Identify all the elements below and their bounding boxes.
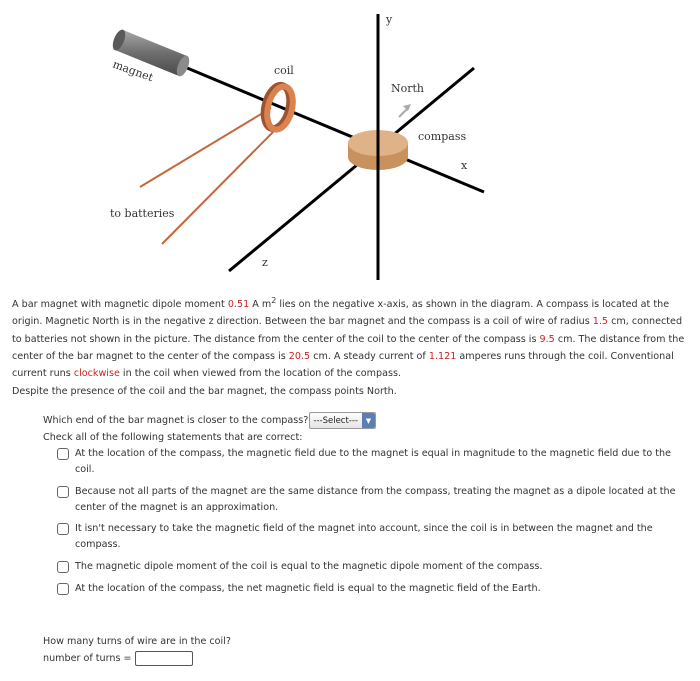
statement-option[interactable] <box>57 484 677 516</box>
statement-checkbox[interactable] <box>57 448 69 460</box>
problem-text: in the coil when viewed from the location of the compass. <box>119 368 402 379</box>
statement-option[interactable] <box>57 581 677 597</box>
checklist-title: Check all of the following statements that are correct: <box>43 432 303 443</box>
problem-text: cm. The distance from the center of the bar magnet to the center of the compass is <box>12 333 685 362</box>
statement-text: The magnetic dipole moment of the coil is equal to the magnetic dipole moment of the compass. <box>75 561 543 572</box>
coil-label: coil <box>274 64 294 77</box>
question-text: Which end of the bar magnet is closer to the compass? <box>43 415 309 426</box>
coil-distance-value: 9.5 <box>539 333 555 345</box>
statement-option[interactable] <box>57 559 677 575</box>
statement-option[interactable] <box>57 446 677 478</box>
coil-lead <box>162 123 282 244</box>
statement-checkbox[interactable] <box>57 583 69 595</box>
magnet-end-select[interactable] <box>309 412 376 429</box>
problem-text: lies on the negative x-axis, as shown in the diagram. A compass is located at the origin. Magnetic North is in the negative z direction. Between the bar magnet and the compass is a coil of wire of radius <box>12 299 670 328</box>
x-label: x <box>461 159 468 172</box>
dropdown-arrow-icon: ▼ <box>362 413 375 428</box>
y-label: y <box>386 13 393 26</box>
statement-text: At the location of the compass, the net magnetic field is equal to the magnetic field of the Earth. <box>75 583 541 594</box>
coil-lead <box>140 108 271 187</box>
batteries-label: to batteries <box>110 207 175 220</box>
compass-label: compass <box>418 130 467 143</box>
dipole-value: 0.51 <box>227 299 250 311</box>
problem-text: cm, connected to batteries not shown in the picture. The distance from the center of the coil to the center of the compass is <box>12 316 683 345</box>
north-arrow-icon <box>399 104 411 117</box>
physics-diagram <box>0 0 700 290</box>
statement-checkbox[interactable] <box>57 561 69 573</box>
compass-puck <box>348 130 408 170</box>
north-label: North <box>391 82 425 95</box>
problem-statement <box>12 292 688 382</box>
current-value: 1.121 <box>428 350 457 362</box>
problem-text: A m <box>249 299 272 311</box>
problem-text: cm. A steady current of <box>310 350 429 362</box>
direction-value: clockwise <box>73 368 120 379</box>
turns-row <box>43 651 193 666</box>
magnet-distance-value: 20.5 <box>288 350 311 362</box>
statement-text: It isn't necessary to take the magnetic field of the magnet into account, since the coil is in between the magnet and the compass. <box>75 523 653 550</box>
unit-exponent: 2 <box>271 296 277 305</box>
select-value: ---Select--- <box>313 415 358 426</box>
question-magnet-end <box>43 412 376 429</box>
despite-statement: Despite the presence of the coil and the bar magnet, the compass points North. <box>12 386 397 397</box>
statement-checkbox[interactable] <box>57 523 69 535</box>
turns-input[interactable] <box>135 651 193 666</box>
turns-label: number of turns = <box>43 653 132 664</box>
statement-text: At the location of the compass, the magnetic field due to the magnet is equal in magnitude to the magnetic field due to the coil. <box>75 448 671 475</box>
problem-text: A bar magnet with magnetic dipole moment <box>12 299 228 311</box>
statement-checkbox[interactable] <box>57 486 69 498</box>
magnet-label: magnet <box>110 57 155 85</box>
statement-option[interactable] <box>57 521 677 553</box>
problem-text: amperes runs through the coil. Conventional current runs <box>12 350 674 379</box>
turns-question: How many turns of wire are in the coil? <box>43 636 231 647</box>
z-label: z <box>262 256 268 269</box>
radius-value: 1.5 <box>592 316 609 328</box>
statement-text: Because not all parts of the magnet are the same distance from the compass, treating the magnet as a dipole located at the center of the magnet is an approximation. <box>75 486 676 513</box>
